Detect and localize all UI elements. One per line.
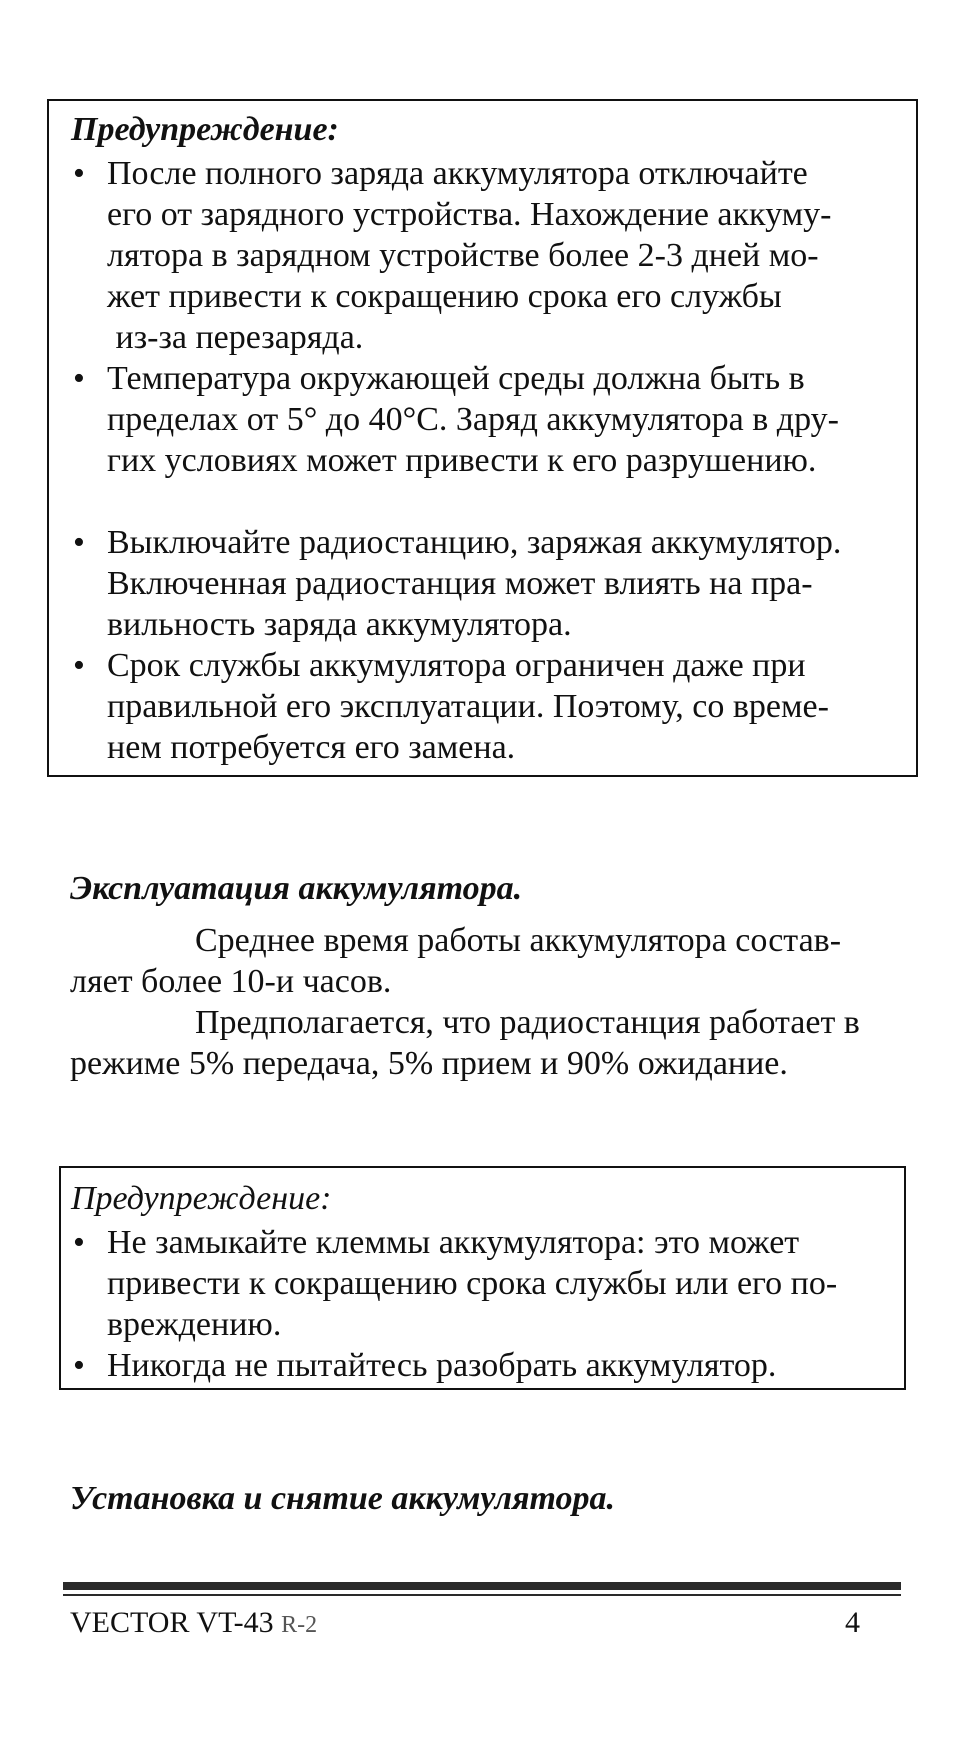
text-line: ляет более 10-и часов.: [70, 963, 392, 1000]
bullet-icon: •: [73, 1347, 85, 1384]
text-line: гих условиях может привести к его разрушению.: [107, 442, 817, 479]
list-item: [71, 153, 902, 358]
text-line: пределах от 5° до 40°С. Заряд аккумулятора в дру-: [107, 401, 839, 438]
warning-box-charging: [47, 99, 918, 777]
list-item: [71, 358, 902, 481]
bullet-icon: •: [73, 360, 85, 397]
list-item: [71, 522, 902, 645]
text-line: вильность заряда аккумулятора.: [107, 606, 572, 643]
paragraph-runtime: [70, 920, 900, 1002]
bullet-icon: •: [73, 1224, 85, 1261]
text-line: Срок службы аккумулятора ограничен даже при: [107, 647, 806, 684]
footer-divider-thin: [63, 1594, 901, 1596]
text-line: Температура окружающей среды должна быть в: [107, 360, 805, 397]
text-line: Выключайте радиостанцию, заряжая аккумулятор.: [107, 524, 842, 561]
warning-list: [71, 1222, 894, 1386]
list-item: [71, 1222, 894, 1345]
text-line: Включенная радиостанция может влиять на пра-: [107, 565, 813, 602]
footer-divider-thick: [63, 1582, 901, 1590]
text-line: режиме 5% передача, 5% прием и 90% ожидание.: [70, 1045, 788, 1082]
model-name: VECTOR VT-43: [70, 1606, 274, 1639]
footer-model: [70, 1602, 317, 1646]
section-heading-operation: Эксплуатация аккумулятора.: [70, 870, 523, 907]
warning-title: Предупреждение:: [71, 1180, 332, 1217]
text-line: правильной его эксплуатации. Поэтому, со време-: [107, 688, 829, 725]
text-line: Никогда не пытайтесь разобрать аккумулятор.: [107, 1347, 777, 1384]
text-line: лятора в зарядном устройстве более 2-3 дней мо-: [107, 237, 819, 274]
text-line: Среднее время работы аккумулятора состав-: [195, 922, 842, 959]
page-number: 4: [845, 1606, 860, 1639]
list-item: [71, 645, 902, 768]
revision-label: R-2: [281, 1612, 318, 1638]
list-item: [71, 1345, 894, 1386]
text-line: Предполагается, что радиостанция работает в: [195, 1004, 860, 1041]
section-heading-installation: Установка и снятие аккумулятора.: [70, 1480, 616, 1517]
text-line: его от зарядного устройства. Нахождение аккуму-: [107, 196, 832, 233]
paragraph-duty-cycle: [70, 1002, 900, 1084]
text-line: нем потребуется его замена.: [107, 729, 516, 766]
text-line: жет привести к сокращению срока его службы: [107, 278, 782, 315]
spacer: [71, 481, 902, 522]
bullet-icon: •: [73, 155, 85, 192]
text-line: После полного заряда аккумулятора отключайте: [107, 155, 808, 192]
warning-list: [71, 153, 902, 768]
text-line: привести к сокращению срока службы или его по-: [107, 1265, 838, 1302]
text-line: из-за перезаряда.: [107, 319, 364, 356]
text-line: Не замыкайте клеммы аккумулятора: это может: [107, 1224, 800, 1261]
text-line: вреждению.: [107, 1306, 282, 1343]
warning-title: Предупреждение:: [71, 111, 339, 148]
warning-box-handling: [59, 1166, 906, 1390]
bullet-icon: •: [73, 647, 85, 684]
bullet-icon: •: [73, 524, 85, 561]
